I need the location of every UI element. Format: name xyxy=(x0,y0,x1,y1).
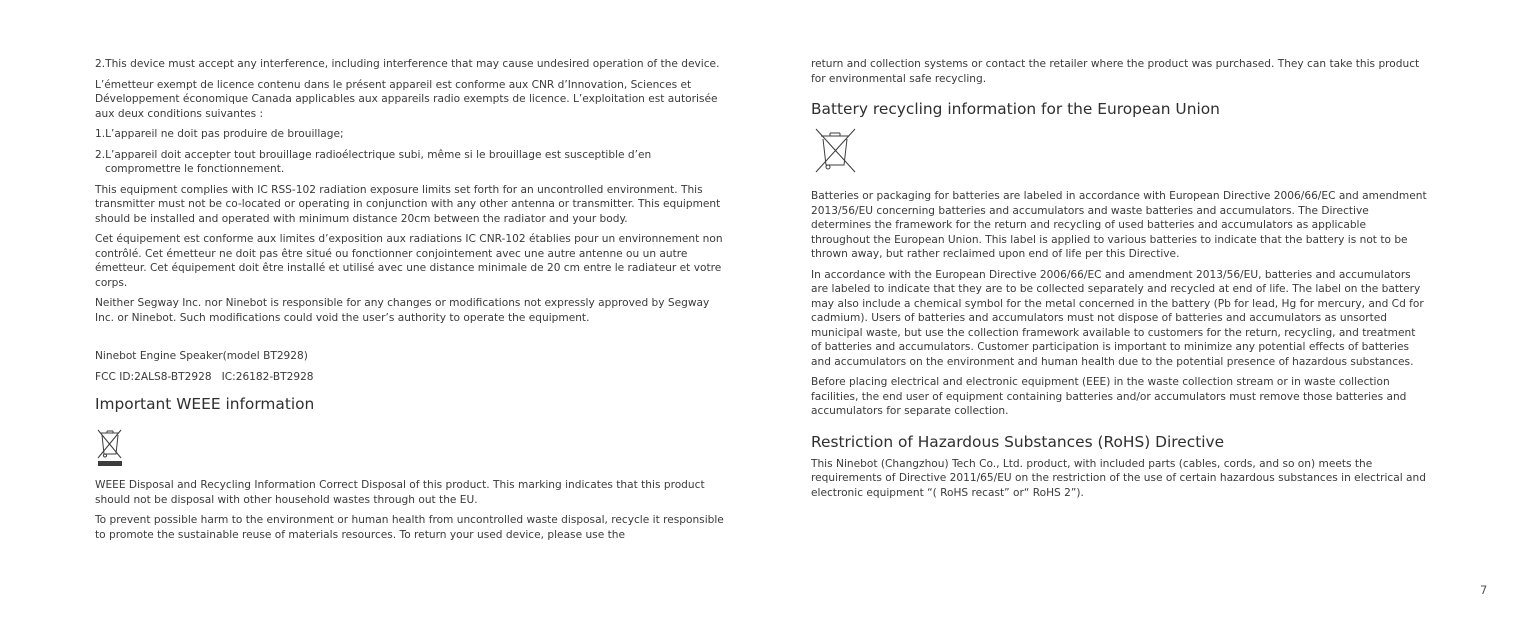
page-number: 7 xyxy=(1480,583,1488,597)
rohs-heading: Restriction of Hazardous Substances (RoHS) Directive xyxy=(811,432,1225,451)
battery-removal-text: Before placing electrical and electronic equipment (EEE) in the waste collection stream or in waste collection facilities, the end user of equipment containing batteries and/or accumulators must remove those batteries and accumulators for separate collection. xyxy=(811,376,1407,417)
fcc-condition-2: 2.This device must accept any interference, including interference that may cause undesired operation of the device. xyxy=(95,58,720,70)
weee-disposal-text: WEEE Disposal and Recycling Information Correct Disposal of this product. This marking indicates that this product should not be disposal with other household wastes through out the EU. xyxy=(95,479,705,506)
battery-heading: Battery recycling information for the European Union xyxy=(811,100,1220,118)
ic-id: IC:26182-BT2928 xyxy=(221,370,314,383)
ised-statement-fr: L’émetteur exempt de licence contenu dans le présent appareil est conforme aux CNR d’Innovation, Sciences et Développement économique Canada applicables aux appareils radio exempts de licence. L’exploitation est autorisée aux deux conditions suivantes : xyxy=(95,78,718,120)
certification-ids xyxy=(95,370,727,385)
battery-labeling-text: Batteries or packaging for batteries are labeled in accordance with European Directive 2006/66/EC and amendment 2013/56/EU concerning batteries and accumulators and waste batteries and accumulators. The Directive determines the framework for the return and recycling of used batteries and accumulators as applicable throughout the European Union. This label is applied to various batteries to indicate that the battery is not to be thrown away, but rather reclaimed upon end of life per this Directive. xyxy=(811,190,1427,260)
weee-heading: Important WEEE information xyxy=(95,395,315,413)
model-name: Ninebot Engine Speaker(model BT2928) xyxy=(95,350,308,362)
crossed-out-wheelie-bin-icon xyxy=(95,427,727,467)
left-column xyxy=(95,57,727,548)
ised-condition-1-fr: 1.L’appareil ne doit pas produire de brouillage; xyxy=(95,128,344,140)
modification-warning: Neither Segway Inc. nor Ninebot is responsible for any changes or modifications not expressly approved by Segway Inc. or Ninebot. Such modifications could void the user’s authority to operate the equipment. xyxy=(95,297,710,324)
weee-recycle-text: To prevent possible harm to the environment or human health from uncontrolled waste disposal, recycle it responsible to promote the sustainable reuse of materials resources. To return your used device, please use the xyxy=(95,514,724,541)
crossed-out-wheelie-bin-icon xyxy=(811,126,1427,176)
fcc-id: FCC ID:2ALS8-BT2928 xyxy=(95,370,212,383)
rohs-text: This Ninebot (Changzhou) Tech Co., Ltd. product, with included parts (cables, cords, and so on) meets the requirements of Directive 2011/65/EU on the restriction of the use of certain hazardous substances in electrical and electronic equipment “( RoHS recast” or“ RoHS 2”). xyxy=(811,457,1426,499)
weee-continued-text: return and collection systems or contact the retailer where the product was purchased. They can take this product for environmental safe recycling. xyxy=(811,58,1420,85)
rf-exposure-en: This equipment complies with IC RSS-102 radiation exposure limits set forth for an uncontrolled environment. This transmitter must not be co-located or operating in conjunction with any other antenna or transmitter. This equipment should be installed and operated with minimum distance 20cm between the radiator and your body. xyxy=(95,183,721,225)
rf-exposure-fr: Cet équipement est conforme aux limites d’exposition aux radiations IC CNR-102 établies pour un environnement non contrôlé. Cet émetteur ne doit pas être situé ou fonctionner conjointement avec une autre antenne ou un autre émetteur. Cet équipement doit être installé et utilisé avec une distance minimale de 20 cm entre le radiateur et votre corps. xyxy=(95,233,723,289)
battery-collection-text: In accordance with the European Directive 2006/66/EC and amendment 2013/56/EU, batteries and accumulators are labeled to indicate that they are to be collected separately and recycled at end of life. The label on the battery may also include a chemical symbol for the metal concerned in the battery (Pb for lead, Hg for mercury, and Cd for cadmium). Users of batteries and accumulators must not dispose of batteries and accumulators as unsorted municipal waste, but use the collection framework available to customers for the return, recycling, and treatment of batteries and accumulators. Customer participation is important to minimize any potential effects of batteries and accumulators on the environment and human health due to the potential presence of hazardous substances. xyxy=(811,268,1424,368)
right-column xyxy=(811,57,1427,506)
ised-condition-2-fr: 2.L’appareil doit accepter tout brouillage radioélectrique subi, même si le brouillage est susceptible d’en compromettre le fonctionnement. xyxy=(95,148,652,175)
